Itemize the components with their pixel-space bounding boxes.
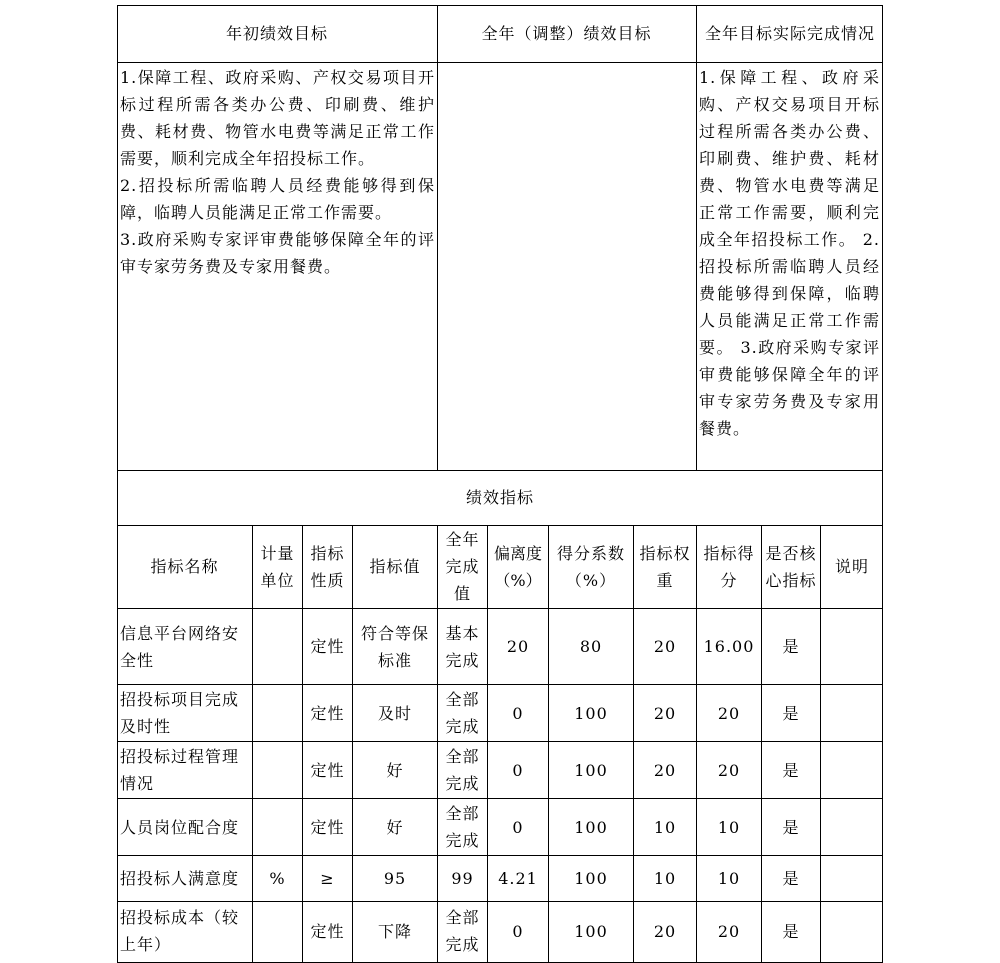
row-coefficient: 100 (574, 760, 608, 780)
row-score: 10 (717, 817, 741, 837)
row-name: 人员岗位配合度 (120, 817, 240, 837)
row-deviation: 0 (512, 703, 524, 723)
row-unit (253, 902, 302, 960)
row-completed: 全部完成 (445, 690, 480, 736)
row-weight: 20 (653, 703, 677, 723)
col-header-value: 指标值 (369, 557, 421, 576)
row-unit (253, 799, 302, 855)
row-unit (253, 609, 302, 684)
adjusted-goal-text (440, 64, 694, 469)
row-score: 10 (717, 869, 741, 888)
row-score: 20 (717, 703, 741, 723)
row-weight: 10 (653, 817, 677, 837)
row-note (821, 609, 883, 684)
col-header-nature: 指标性质 (310, 543, 345, 590)
row-unit: % (269, 869, 286, 888)
row-coefficient: 100 (574, 921, 608, 941)
initial-goal-item: 3.政府采购专家评审费能够保障全年的评审专家劳务费及专家用餐费。 (120, 230, 435, 276)
header-initial-goal: 年初绩效目标 (225, 24, 328, 43)
initial-goal-item: 1.保障工程、政府采购、产权交易项目开标过程所需各类办公费、印刷费、维护费、耗材费、物管水电费等满足正常工作需要，顺利完成全年招投标工作。 (120, 68, 435, 168)
row-core: 是 (782, 637, 800, 656)
row-value: 好 (386, 760, 404, 780)
row-deviation: 0 (512, 921, 524, 941)
row-score: 16.00 (703, 637, 755, 656)
row-nature: 定性 (310, 703, 345, 723)
col-header-weight: 指标权重 (639, 543, 691, 590)
row-name: 招投标项目完成及时性 (120, 690, 240, 736)
col-header-name: 指标名称 (150, 557, 219, 576)
row-core: 是 (782, 703, 800, 723)
row-name: 招投标过程管理情况 (120, 747, 240, 793)
row-deviation: 0 (512, 760, 524, 780)
row-score: 20 (717, 760, 741, 780)
row-core: 是 (782, 817, 800, 837)
row-completed: 基本完成 (445, 623, 480, 670)
row-note (821, 799, 883, 855)
row-weight: 20 (653, 921, 677, 941)
indicators-title: 绩效指标 (465, 488, 534, 507)
row-name: 信息平台网络安全性 (120, 623, 240, 670)
col-header-score: 指标得分 (703, 543, 755, 590)
row-deviation: 4.21 (498, 869, 538, 888)
row-value: 下降 (377, 921, 412, 941)
row-nature: 定性 (310, 817, 345, 837)
col-header-deviation: 偏离度（%） (493, 543, 542, 590)
col-header-completed: 全年完成值 (445, 530, 480, 603)
col-header-unit: 计量单位 (260, 543, 295, 590)
row-coefficient: 100 (574, 817, 608, 837)
row-unit (253, 685, 302, 741)
row-name: 招投标成本（较上年） (120, 908, 240, 954)
col-header-core: 是否核心指标 (765, 543, 817, 590)
row-value: 符合等保标准 (360, 623, 429, 670)
col-header-note: 说明 (834, 557, 869, 576)
initial-goal-item: 2.招投标所需临聘人员经费能够得到保障，临聘人员能满足正常工作需要。 (120, 176, 435, 222)
row-coefficient: 100 (574, 869, 608, 888)
row-core: 是 (782, 921, 800, 941)
row-note (821, 742, 883, 798)
row-value: 好 (386, 817, 404, 837)
row-nature: 定性 (310, 921, 345, 941)
row-completed: 全部完成 (445, 747, 480, 793)
row-weight: 20 (653, 637, 677, 656)
row-value: 及时 (377, 703, 412, 723)
col-divider (437, 5, 438, 470)
row-nature: 定性 (310, 637, 345, 656)
row-deviation: 0 (512, 817, 524, 837)
row-name: 招投标人满意度 (120, 869, 240, 888)
row-value: 95 (383, 869, 407, 888)
row-unit (253, 742, 302, 798)
row-core: 是 (782, 760, 800, 780)
col-header-coefficient: 得分系数（%） (556, 543, 625, 590)
actual-completion-text: 1.保障工程、政府采购、产权交易项目开标过程所需各类办公费、印刷费、维护费、耗材费、物管水电费等满足正常工作需要，顺利完成全年招投标工作。 2.招投标所需临聘人员经费能够得到保障，临聘人员能满足正常工作需要。 3.政府采购专家评审费能够保障全年的评审专家劳务费及专家用餐费。 (699, 68, 880, 438)
row-nature: ≥ (320, 869, 335, 888)
row-note (821, 902, 883, 960)
row-completed: 全部完成 (445, 908, 480, 954)
row-note (821, 685, 883, 741)
header-actual-completion: 全年目标实际完成情况 (704, 23, 875, 43)
row-nature: 定性 (310, 760, 345, 780)
row-weight: 20 (653, 760, 677, 780)
row-weight: 10 (653, 869, 677, 888)
row-completed: 全部完成 (445, 804, 480, 850)
row-coefficient: 80 (579, 637, 603, 656)
row-note (821, 856, 883, 901)
row-core: 是 (782, 869, 800, 888)
col-divider (696, 5, 697, 470)
row-divider (117, 62, 883, 63)
row-completed: 99 (451, 869, 474, 888)
row-coefficient: 100 (574, 703, 608, 723)
row-deviation: 20 (506, 637, 530, 656)
row-score: 20 (717, 921, 741, 941)
header-adjusted-goal: 全年（调整）绩效目标 (481, 24, 652, 43)
initial-goal-text (120, 64, 435, 469)
